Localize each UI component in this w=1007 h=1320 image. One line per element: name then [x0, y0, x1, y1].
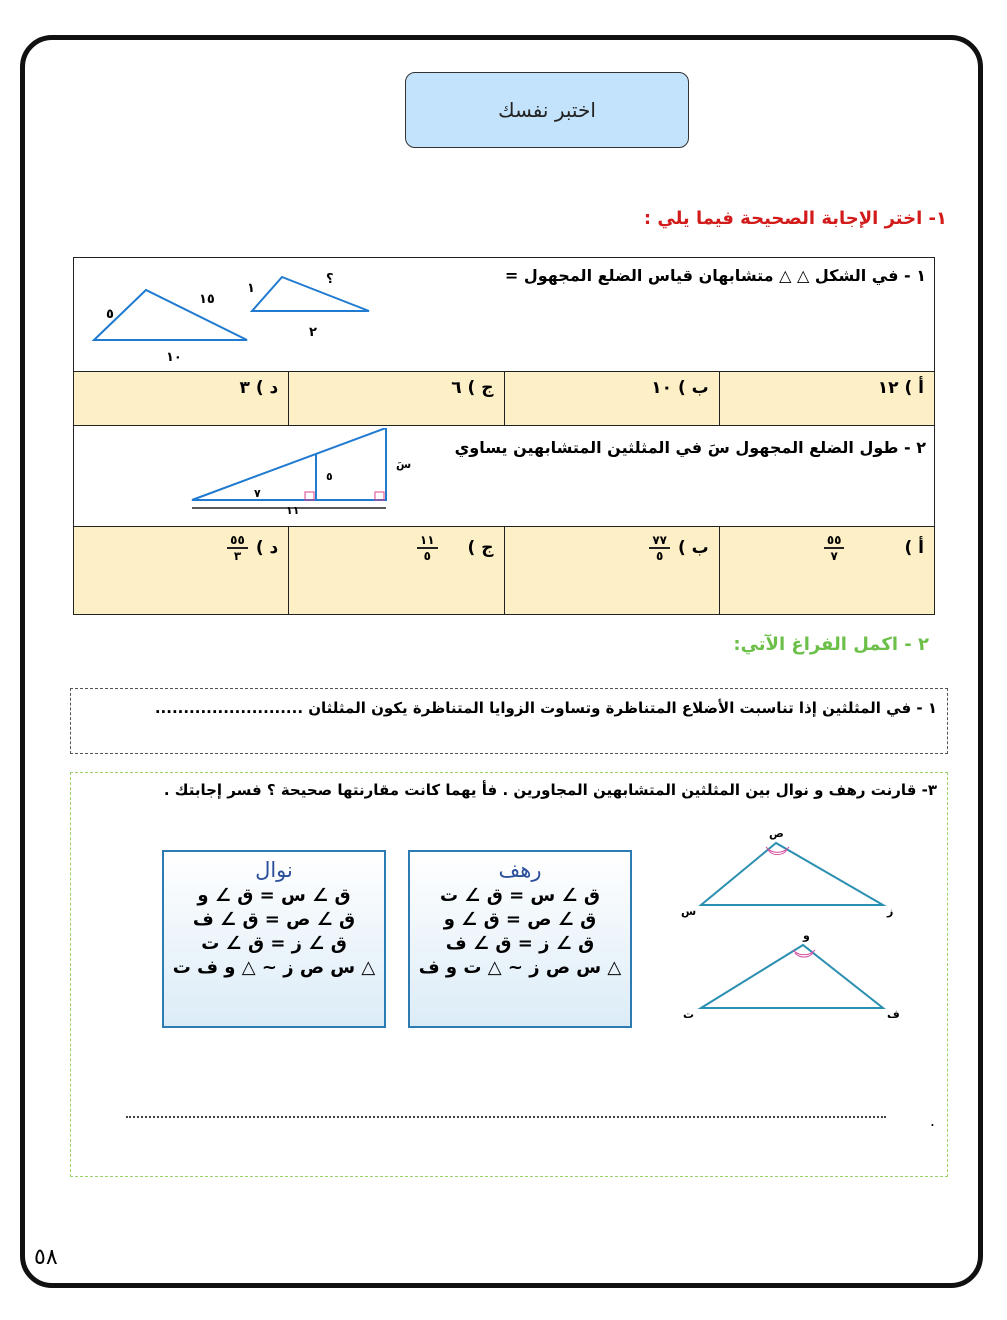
card-rahaf: رهف ق ∠ س = ق ∠ ت ق ∠ ص = ق ∠ و ق ∠ ز = ق ∠ ف △ س ص ز ~ △ ت و ف [408, 850, 632, 1028]
option-c[interactable]: ج ) $\frac{١١}{٥}$ [288, 527, 503, 614]
right-triangle-figure [174, 428, 414, 518]
option-c[interactable]: ج ) ٦ [288, 372, 503, 425]
question-2-options [74, 527, 934, 614]
comparison-question: ٣- قارنت رهف و نوال بين المثلثين المتشابهين المجاورين . فأ يهما كانت مقارنتها صحيحة ؟ فسر إجابتك . [163, 781, 937, 799]
similar-triangles-figure [84, 258, 384, 371]
section2-heading: ٢ - اكمل الفراغ الآتي: [733, 634, 929, 655]
question-2-text: ٢ - طول الضلع المجهول سَ في المثلثين المتشابهين يساوي [454, 438, 926, 457]
question-1-options [74, 372, 934, 426]
svg-text:ز: ز [887, 905, 894, 918]
page-title: اختبر نفسك [405, 72, 689, 148]
svg-text:ف: ف [887, 1008, 900, 1021]
label: ١ [247, 281, 255, 296]
option-b[interactable]: ب ) $\frac{٧٧}{٥}$ [504, 527, 719, 614]
label: ١٠ [166, 350, 182, 365]
label: ؟ [326, 272, 334, 287]
comparison-box [70, 772, 948, 1177]
question-1 [74, 258, 934, 372]
option-a[interactable]: أ ) $\frac{٥٥}{٧}$ [719, 527, 934, 614]
label: ٢ [309, 325, 317, 340]
end-dot: . [929, 1111, 935, 1130]
answer-line[interactable] [126, 1116, 886, 1118]
svg-text:و: و [803, 929, 810, 942]
section1-heading: ١- اختر الإجابة الصحيحة فيما يلي : [643, 208, 947, 229]
questions-table [73, 257, 935, 615]
card-nawal: نوال ق ∠ س = ق ∠ و ق ∠ ص = ق ∠ ف ق ∠ ز = ق ∠ ت △ س ص ز ~ △ و ف ت [162, 850, 386, 1028]
option-b[interactable]: ب ) ١٠ [504, 372, 719, 425]
triangles-figure [671, 825, 911, 1025]
label: ١٥ [199, 292, 215, 307]
option-d[interactable]: د ) ٣ [239, 378, 279, 398]
question-1-text: ١ - في الشكل △ △ متشابهان قياس الضلع المجهول = [504, 266, 926, 285]
option-d[interactable]: د ) $\frac{٥٥}{٣}$ [74, 527, 288, 614]
svg-text:١١: ١١ [286, 504, 300, 517]
svg-text:٥: ٥ [326, 470, 333, 483]
svg-text:س: س [681, 905, 697, 918]
label: ٥ [106, 307, 114, 322]
option-a[interactable]: أ ) ١٢ [719, 372, 934, 425]
svg-text:سَ: سَ [396, 458, 412, 471]
question-2 [74, 426, 934, 527]
svg-text:٧: ٧ [254, 487, 261, 500]
svg-text:ت: ت [683, 1008, 695, 1021]
fill-blank-box [70, 688, 948, 754]
fill-blank-text[interactable]: ١ - في المثلثين إذا تناسبت الأضلاع المتناظرة وتساوت الزوايا المتناظرة يكون المثلثان .......................... [154, 699, 937, 717]
svg-text:ص: ص [769, 827, 784, 840]
page-number: ٥٨ [34, 1245, 58, 1270]
